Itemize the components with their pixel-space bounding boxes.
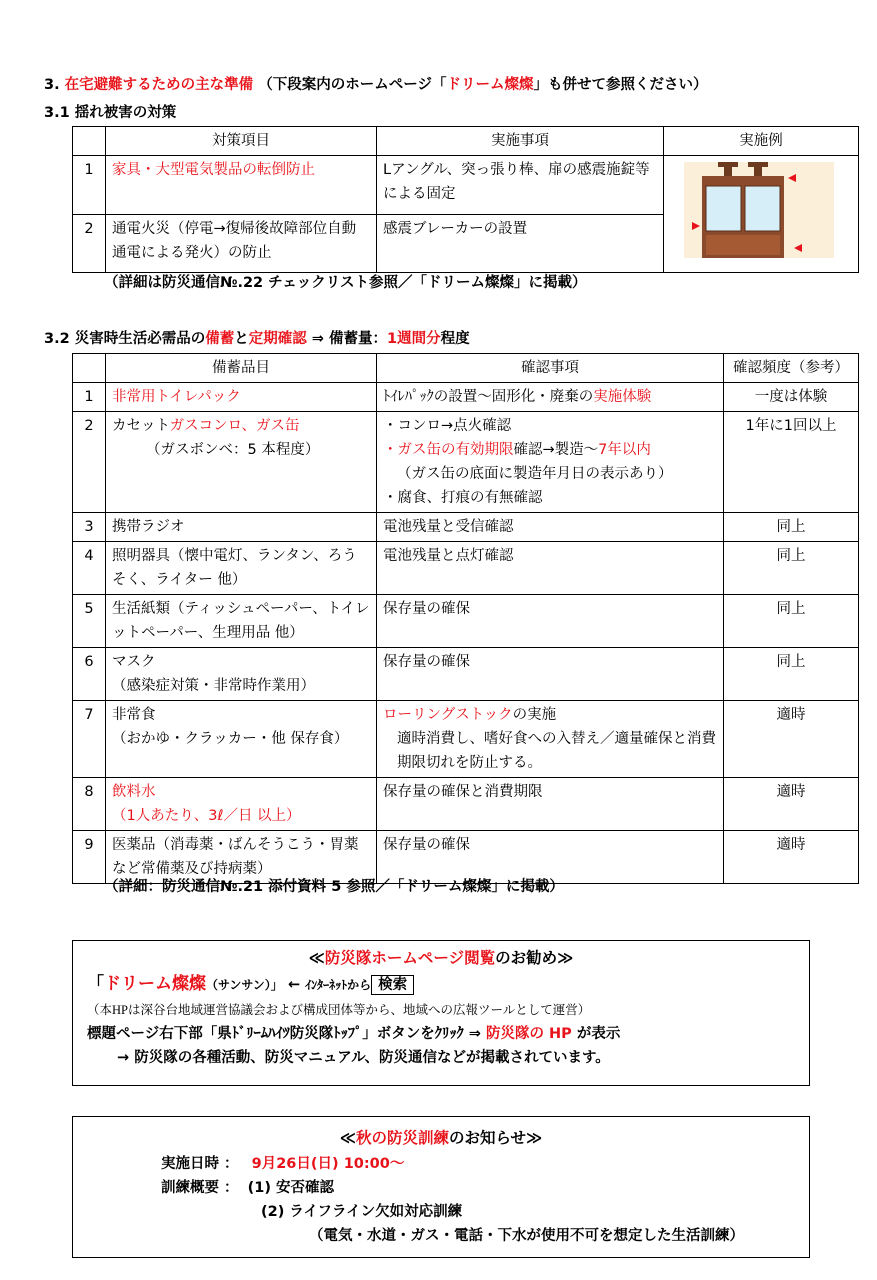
sec32-title-amount: 1週間分 [386,331,441,347]
row-frequency: 同上 [724,648,859,701]
check-line: ・腐食、打痕の有無確認 [383,490,543,506]
row-frequency: 一度は体験 [724,383,859,412]
item-sub: （感染症対策・非常時作業用） [112,678,315,694]
row-number: 8 [73,778,106,831]
check-text: 確認→製造～ [513,442,599,458]
row-item [106,412,377,513]
row-number: 2 [73,412,106,513]
row-check: 電池残量と受信確認 [377,513,724,542]
check-highlight: ・ガス缶の有効期限 [383,442,514,458]
header-check: 確認事項 [377,354,724,383]
stockpile-table [72,353,859,884]
section-heading [44,74,707,96]
heading-note-link: ドリーム燦燦 [446,77,534,93]
sec32-title-a: 3.2 災害時生活必需品の [44,331,206,347]
site-name-reading: （サンサン）」 [206,978,283,992]
item-sub: （おかゆ・クラッカー・他 保存食） [112,731,349,747]
arrow-left-icon: ← [287,977,301,993]
header-item: 備蓄品目 [106,354,377,383]
drill-outline [161,1177,334,1199]
row-number: 9 [73,831,106,884]
table-row [73,412,859,513]
row-number: 4 [73,542,106,595]
row-frequency: 同上 [724,595,859,648]
row-check: 保存量の確保 [377,595,724,648]
hp-link[interactable]: 防災隊の HP [485,1026,572,1042]
header-blank [73,127,106,156]
instruction-text: 標題ページ右下部「県ﾄﾞﾘｰﾑﾊｲﾂ防災隊ﾄｯﾌﾟ」ボタンをｸﾘｯｸ ⇒ [87,1026,486,1042]
row-check: 保存量の確保 [377,648,724,701]
header-action: 実施事項 [377,127,664,156]
homepage-box-line3 [87,1023,620,1045]
row-item: 通電火災（停電→復帰後故障部位自動通電による発火）の防止 [106,214,377,273]
title-highlight: 防災隊ホームページ閲覧 [324,949,496,967]
item-text: マスク [112,654,156,670]
quote-open: 「 [87,974,104,994]
row-number: 7 [73,701,106,778]
title-end: のお知らせ≫ [448,1129,543,1147]
outline-item-1: (1) 安否確認 [247,1180,335,1196]
check-line: （ガス缶の底面に製造年月日の表示あり） [397,466,673,482]
table-header-row [73,354,859,383]
header-item: 対策項目 [106,127,377,156]
row-item: 医薬品（消毒薬・ばんそうこう・胃薬など常備薬及び持病薬） [106,831,377,884]
search-button[interactable]: 検索 [371,975,414,995]
row-item: 生活紙類（ティッシュペーパー、トイレットペーパー、生理用品 他） [106,595,377,648]
sec31-title: 3.1 揺れ被害の対策 [44,105,177,121]
check-highlight: 7年以内 [598,442,651,458]
header-example: 実施例 [664,127,859,156]
table-row [73,701,859,778]
table-row [73,513,859,542]
homepage-box-title [73,947,809,969]
table-row [73,542,859,595]
row-number: 1 [73,156,106,215]
row-check [377,383,724,412]
sec32-title-check: 定期確認 [248,331,307,347]
check-highlight: ローリングストック [383,707,513,723]
outline-label: 訓練概要 ： [161,1180,239,1196]
row-item [106,778,377,831]
title-end: のお勧め≫ [495,949,574,967]
sec32-title-e: ⇒ 備蓄量： [306,331,387,347]
item-sub: （ガスボンベ：5 本程度） [146,442,320,458]
item-highlight: ガスコンロ、ガス缶 [169,418,300,434]
header-blank [73,354,106,383]
item-text: カセット [112,418,170,434]
row-number: 6 [73,648,106,701]
row-check: 保存量の確保 [377,831,724,884]
row-frequency: 適時 [724,831,859,884]
check-highlight: 実施体験 [593,389,652,405]
heading-note: （下段案内のホームページ「 [258,77,447,93]
row-number: 3 [73,513,106,542]
outline-item-2: (2) ライフライン欠如対応訓練 [261,1204,463,1220]
row-frequency: 同上 [724,513,859,542]
heading-number: 3. [44,77,60,93]
row-item [106,701,377,778]
row-item [106,648,377,701]
site-name: ドリーム燦燦 [104,974,206,994]
date-value: 9月26日(日) 10:00～ [251,1156,405,1172]
drill-box [72,1116,810,1258]
row-frequency: 1年に1回以上 [724,412,859,513]
item-sub: （1人あたり、3ℓ／日 以上） [112,808,301,824]
row-check [377,701,724,778]
outline-item-2-sub: （電気・水道・ガス・電話・下水が使用不可を想定した生活訓練） [309,1228,744,1244]
row-number: 5 [73,595,106,648]
row-check: 保存量の確保と消費期限 [377,778,724,831]
sec32-title-stockpile: 備蓄 [205,331,235,347]
date-label: 実施日時 ： [161,1156,239,1172]
row-frequency: 適時 [724,778,859,831]
sec31-footnote: （詳細は防災通信№.22 チェックリスト参照／「ドリーム燦燦」に掲載） [104,275,587,291]
item-text: 非常食 [112,707,156,723]
table-row [73,648,859,701]
row-item: 照明器具（懐中電灯、ランタン、ろうそく、ライター 他） [106,542,377,595]
table-row [73,383,859,412]
row-number: 1 [73,383,106,412]
drill-box-title [73,1127,809,1149]
title-highlight: 秋の防災訓練 [355,1129,449,1147]
check-line: ・コンロ→点火確認 [383,418,512,434]
cabinet-illustration [684,162,834,258]
check-sub: 適時消費し、嗜好食への入替え／適量確保と消費期限切れを防止する。 [397,731,716,771]
row-number: 2 [73,214,106,273]
row-item: 家具・大型電気製品の転倒防止 [106,156,377,215]
row-item: 非常用トイレパック [106,383,377,412]
sec32-footnote: （詳細：防災通信№.21 添付資料 5 参照／「ドリーム燦燦」に掲載） [104,879,564,895]
internet-label: ｲﾝﾀｰﾈｯﾄから [305,978,372,992]
example-cell [664,156,859,273]
homepage-box-line1 [87,973,414,996]
row-check [377,412,724,513]
homepage-box-line2: （本HPは深谷台地域運営協議会および構成団体等から、地域への広報ツールとして運営） [87,1003,591,1017]
table-row [73,778,859,831]
sec32-title-c: と [234,331,249,347]
drill-date [161,1153,404,1175]
table-header-row [73,127,859,156]
heading-note-end: 」も併せて参照ください） [533,77,708,93]
row-frequency: 適時 [724,701,859,778]
row-action: Lアングル、突っ張り棒、扉の感震施錠等による固定 [377,156,664,215]
row-check: 電池残量と点灯確認 [377,542,724,595]
instruction-end: が表示 [571,1026,621,1042]
title-bracket: ≪ [308,949,325,967]
homepage-box [72,940,810,1086]
row-item: 携帯ラジオ [106,513,377,542]
row-action: 感震ブレーカーの設置 [377,214,664,273]
table-row [73,595,859,648]
table-row [73,156,859,215]
check-text: ﾄｲﾚﾊﾟｯｸの設置～固形化・廃棄の [383,389,594,405]
title-bracket: ≪ [339,1129,356,1147]
row-frequency: 同上 [724,542,859,595]
heading-title: 在宅避難するための主な準備 [64,77,254,93]
homepage-box-line4: → 防災隊の各種活動、防災マニュアル、防災通信などが掲載されています。 [117,1050,610,1066]
sec32-title [44,328,470,350]
header-frequency: 確認頻度（参考） [724,354,859,383]
check-text: の実施 [512,707,557,723]
sec32-title-g: 程度 [440,331,470,347]
item-text: 飲料水 [112,784,156,800]
shake-countermeasure-table [72,126,859,273]
